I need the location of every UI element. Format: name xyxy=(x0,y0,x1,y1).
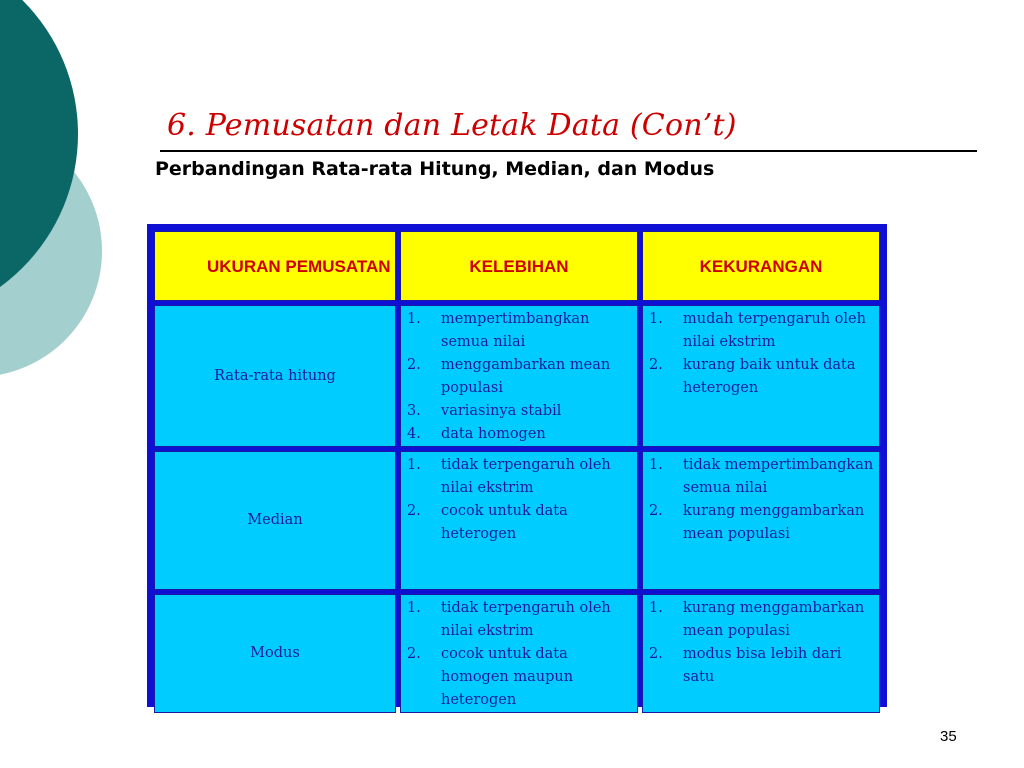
list-item: 1. mudah terpengaruh oleh nilai ekstrim xyxy=(649,311,866,350)
list-item: 1. mempertimbangkan semua nilai xyxy=(407,311,590,350)
slide-subtitle: Perbandingan Rata-rata Hitung, Median, dan Modus xyxy=(155,158,715,180)
row-label-median: Median xyxy=(154,451,396,590)
list-item: 2. kurang baik untuk data heterogen xyxy=(649,357,856,396)
kekurangan-cell xyxy=(642,594,880,713)
list-item: 2. modus bisa lebih dari satu xyxy=(649,646,842,685)
kelebihan-cell xyxy=(400,451,638,590)
header-kekurangan: KEKURANGAN xyxy=(642,231,880,301)
list-item: 1. kurang menggambarkan mean populasi xyxy=(649,600,865,639)
row-label-rata-rata-hitung: Rata-rata hitung xyxy=(154,305,396,447)
list-item: 1. tidak terpengaruh oleh nilai ekstrim xyxy=(407,457,611,496)
slide-title: 6. Pemusatan dan Letak Data (Con’t) xyxy=(167,108,737,143)
list-item: 2. cocok untuk data homogen maupun heterogen xyxy=(407,646,574,708)
comparison-table xyxy=(147,224,887,707)
row-label-modus: Modus xyxy=(154,594,396,713)
header-ukuran-pemusatan: UKURAN PEMUSATAN xyxy=(154,231,396,301)
table-row xyxy=(154,305,880,447)
kekurangan-cell xyxy=(642,305,880,447)
page-number: 35 xyxy=(940,728,957,745)
list-item: 1. tidak terpengaruh oleh nilai ekstrim xyxy=(407,600,611,639)
kekurangan-cell xyxy=(642,451,880,590)
list-item: 2. kurang menggambarkan mean populasi xyxy=(649,503,865,542)
kelebihan-cell xyxy=(400,594,638,713)
list-item: 2. cocok untuk data heterogen xyxy=(407,503,568,542)
header-kelebihan: KELEBIHAN xyxy=(400,231,638,301)
title-underline xyxy=(160,150,977,152)
list-item: 3. variasinya stabil xyxy=(407,403,562,419)
table-row xyxy=(154,594,880,713)
kelebihan-cell xyxy=(400,305,638,447)
list-item: 2. menggambarkan mean populasi xyxy=(407,357,611,396)
list-item: 1. tidak mempertimbangkan semua nilai xyxy=(649,457,874,496)
list-item: 4. data homogen xyxy=(407,426,546,442)
table-row xyxy=(154,451,880,590)
